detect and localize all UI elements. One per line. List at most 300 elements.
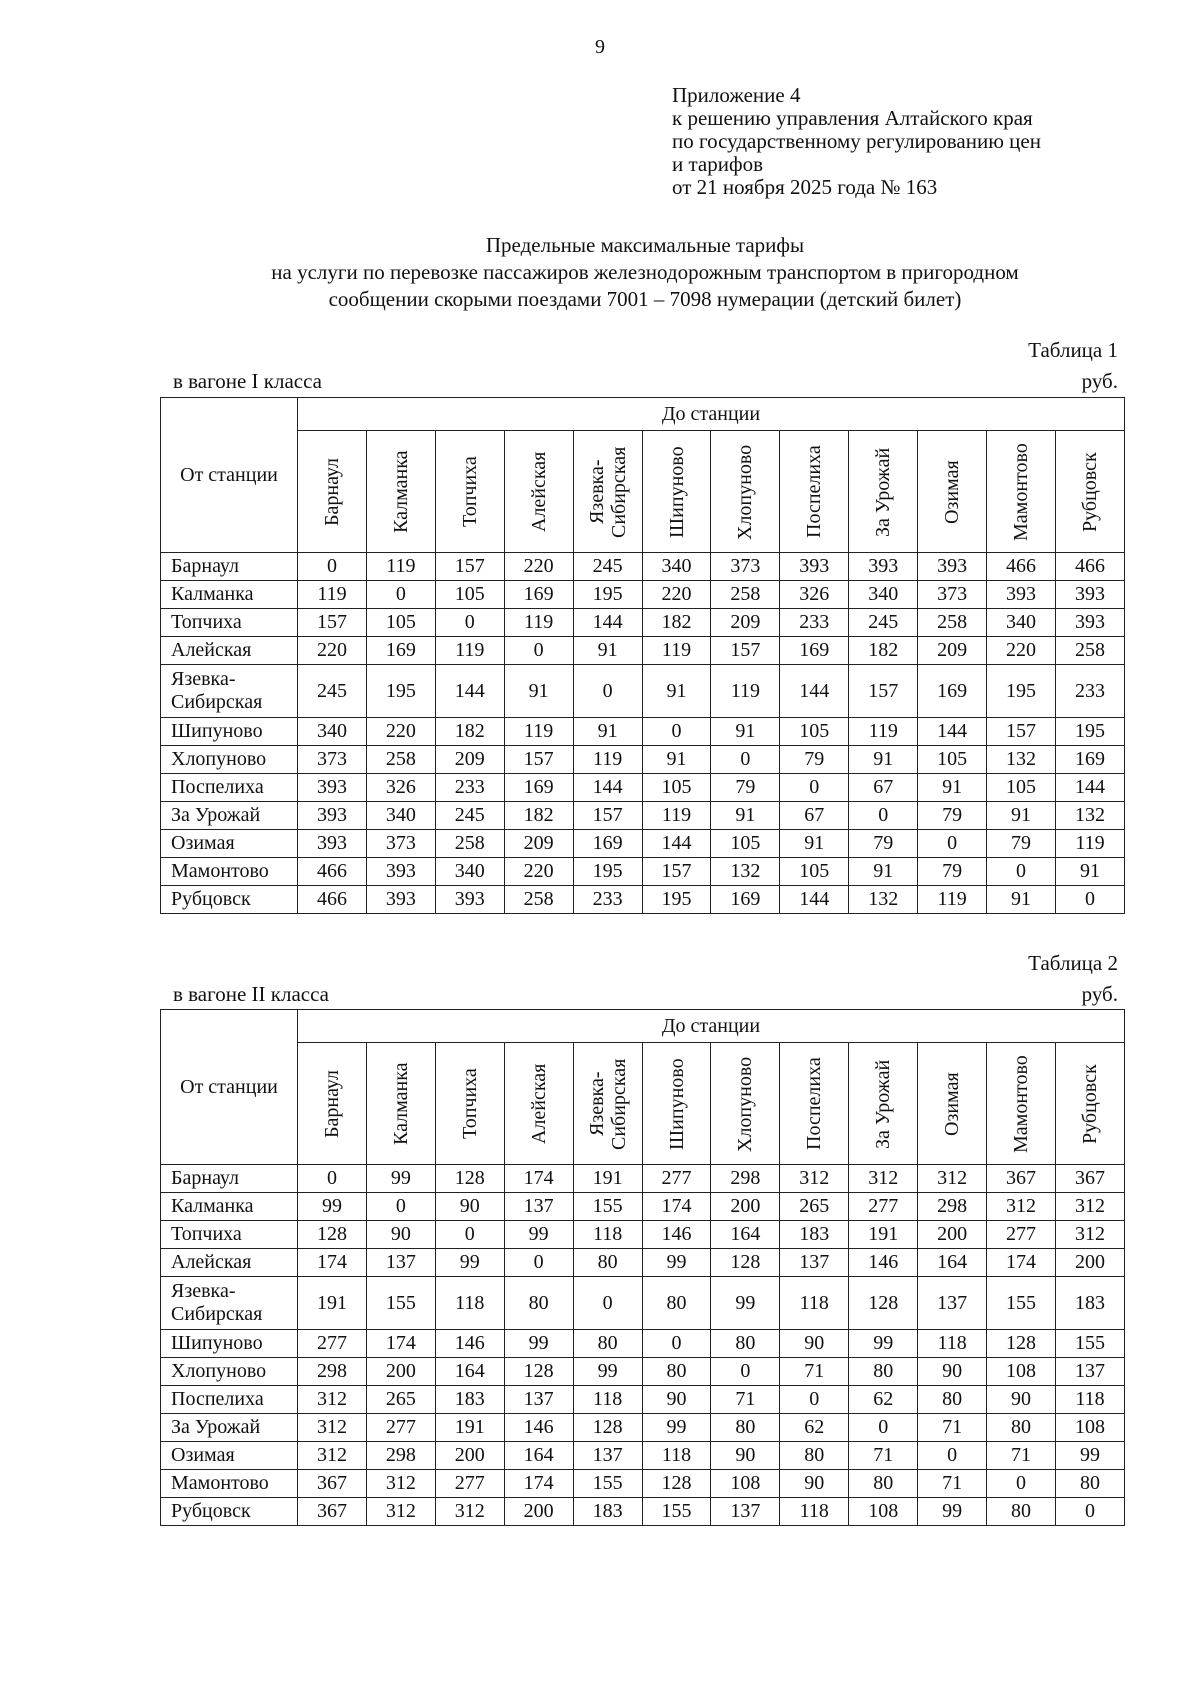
- fare-cell: 298: [918, 1193, 987, 1221]
- table-row: [161, 553, 1125, 581]
- fare-cell: 393: [435, 886, 504, 914]
- fare-cell: 128: [504, 1358, 573, 1386]
- fare-cell: 191: [435, 1414, 504, 1442]
- row-station-name: Алейская: [161, 1249, 298, 1277]
- fare-cell: 137: [918, 1277, 987, 1330]
- column-header: [987, 431, 1056, 553]
- fare-cell: 200: [366, 1358, 435, 1386]
- table-row: [161, 637, 1125, 665]
- fare-cell: 99: [642, 1414, 711, 1442]
- row-station-name: Мамонтово: [161, 858, 298, 886]
- column-header-label: Барнаул: [320, 457, 343, 526]
- fare-cell: 118: [642, 1442, 711, 1470]
- fare-cell: 128: [642, 1470, 711, 1498]
- fare-cell: 146: [504, 1414, 573, 1442]
- fare-cell: 80: [987, 1498, 1056, 1526]
- fare-cell: 393: [918, 553, 987, 581]
- fare-cell: 144: [1055, 774, 1124, 802]
- row-station-name: Мамонтово: [161, 1470, 298, 1498]
- fare-cell: 155: [366, 1277, 435, 1330]
- column-header: [918, 431, 987, 553]
- fare-cell: 105: [918, 746, 987, 774]
- fare-cell: 191: [849, 1221, 918, 1249]
- fare-cell: 393: [1055, 581, 1124, 609]
- fare-cell: 258: [918, 609, 987, 637]
- fare-cell: 169: [504, 774, 573, 802]
- fare-cell: 62: [780, 1414, 849, 1442]
- fare-cell: 367: [987, 1165, 1056, 1193]
- column-header-label: За Урожай: [872, 1058, 895, 1149]
- fare-cell: 91: [987, 802, 1056, 830]
- from-station-header: От станции: [161, 1010, 298, 1165]
- fare-cell: 118: [918, 1330, 987, 1358]
- fare-cell: 128: [573, 1414, 642, 1442]
- fare-cell: 393: [366, 858, 435, 886]
- fare-cell: 367: [1055, 1165, 1124, 1193]
- fare-cell: 91: [504, 665, 573, 718]
- fare-cell: 155: [987, 1277, 1056, 1330]
- table-row: [161, 1165, 1125, 1193]
- column-header-label: Поспелиха: [803, 1057, 826, 1150]
- fare-cell: 91: [573, 718, 642, 746]
- fare-cell: 99: [849, 1330, 918, 1358]
- row-station-name: За Урожай: [161, 1414, 298, 1442]
- fare-cell: 312: [849, 1165, 918, 1193]
- fare-cell: 393: [298, 802, 367, 830]
- fare-cell: 258: [435, 830, 504, 858]
- fare-cell: 169: [504, 581, 573, 609]
- table-row: [161, 581, 1125, 609]
- fare-cell: 466: [987, 553, 1056, 581]
- fare-cell: 195: [987, 665, 1056, 718]
- fare-cell: 182: [435, 718, 504, 746]
- fare-cell: 144: [573, 774, 642, 802]
- fare-cell: 245: [435, 802, 504, 830]
- column-header-label: Рубцовск: [1078, 451, 1101, 532]
- fare-cell: 373: [918, 581, 987, 609]
- fare-cell: 312: [1055, 1221, 1124, 1249]
- fare-cell: 79: [849, 830, 918, 858]
- row-station-name: Озимая: [161, 830, 298, 858]
- column-header-label: За Урожай: [872, 446, 895, 537]
- fare-cell: 298: [711, 1165, 780, 1193]
- fare-cell: 393: [987, 581, 1056, 609]
- fare-cell: 183: [573, 1498, 642, 1526]
- fare-cell: 80: [573, 1330, 642, 1358]
- fare-cell: 174: [298, 1249, 367, 1277]
- fare-cell: 71: [918, 1470, 987, 1498]
- fare-cell: 118: [573, 1386, 642, 1414]
- fare-cell: 393: [780, 553, 849, 581]
- row-station-name: За Урожай: [161, 802, 298, 830]
- column-header: [642, 431, 711, 553]
- document-title: [140, 232, 1150, 313]
- fare-cell: 164: [711, 1221, 780, 1249]
- column-header: [573, 1043, 642, 1165]
- column-header: [504, 431, 573, 553]
- fare-cell: 128: [711, 1249, 780, 1277]
- fare-cell: 195: [366, 665, 435, 718]
- fare-cell: 132: [987, 746, 1056, 774]
- row-station-name: Рубцовск: [161, 1498, 298, 1526]
- fare-cell: 245: [298, 665, 367, 718]
- fare-cell: 91: [1055, 858, 1124, 886]
- row-station-name: Шипуново: [161, 718, 298, 746]
- table-row: [161, 665, 1125, 718]
- fare-cell: 90: [435, 1193, 504, 1221]
- fare-cell: 182: [504, 802, 573, 830]
- fare-cell: 157: [642, 858, 711, 886]
- fare-cell: 393: [298, 830, 367, 858]
- fare-cell: 91: [642, 746, 711, 774]
- fare-cell: 99: [1055, 1442, 1124, 1470]
- fare-cell: 90: [366, 1221, 435, 1249]
- fare-cell: 90: [987, 1386, 1056, 1414]
- table-row: [161, 802, 1125, 830]
- fare-cell: 233: [573, 886, 642, 914]
- fare-cell: 0: [298, 553, 367, 581]
- column-header-label: Алейская: [527, 451, 550, 532]
- fare-cell: 174: [366, 1330, 435, 1358]
- fare-cell: 108: [1055, 1414, 1124, 1442]
- fare-cell: 137: [1055, 1358, 1124, 1386]
- fare-cell: 367: [298, 1498, 367, 1526]
- fare-cell: 137: [711, 1498, 780, 1526]
- fare-cell: 164: [918, 1249, 987, 1277]
- fare-cell: 80: [642, 1358, 711, 1386]
- from-station-header: От станции: [161, 398, 298, 553]
- column-header: [642, 1043, 711, 1165]
- fare-cell: 183: [780, 1221, 849, 1249]
- column-header: [849, 431, 918, 553]
- fare-cell: 233: [1055, 665, 1124, 718]
- fare-cell: 220: [366, 718, 435, 746]
- fare-cell: 0: [504, 1249, 573, 1277]
- fare-cell: 105: [366, 609, 435, 637]
- fare-cell: 144: [918, 718, 987, 746]
- appendix-block: [672, 84, 1041, 199]
- fare-cell: 91: [711, 718, 780, 746]
- table-row: [161, 1330, 1125, 1358]
- fare-cell: 137: [504, 1386, 573, 1414]
- fare-cell: 67: [849, 774, 918, 802]
- fare-cell: 80: [780, 1442, 849, 1470]
- fare-cell: 312: [298, 1386, 367, 1414]
- column-header: [504, 1043, 573, 1165]
- row-station-name: Рубцовск: [161, 886, 298, 914]
- column-header: [849, 1043, 918, 1165]
- column-header-label: Мамонтово: [1010, 1054, 1033, 1153]
- fare-cell: 0: [366, 1193, 435, 1221]
- fare-cell: 105: [780, 718, 849, 746]
- row-station-name: Хлопуново: [161, 746, 298, 774]
- fare-cell: 91: [849, 858, 918, 886]
- fare-cell: 340: [642, 553, 711, 581]
- fare-cell: 62: [849, 1386, 918, 1414]
- column-header: [435, 431, 504, 553]
- fare-cell: 340: [849, 581, 918, 609]
- fare-cell: 0: [573, 1277, 642, 1330]
- fare-cell: 99: [298, 1193, 367, 1221]
- column-header: [711, 431, 780, 553]
- fare-cell: 174: [504, 1165, 573, 1193]
- fare-cell: 0: [573, 665, 642, 718]
- fare-cell: 80: [642, 1277, 711, 1330]
- fare-cell: 118: [573, 1221, 642, 1249]
- fare-cell: 79: [711, 774, 780, 802]
- fare-cell: 105: [780, 858, 849, 886]
- fare-cell: 132: [1055, 802, 1124, 830]
- table-row: [161, 1442, 1125, 1470]
- fare-cell: 367: [298, 1470, 367, 1498]
- column-header-label: Калманка: [389, 450, 412, 533]
- fare-cell: 312: [366, 1498, 435, 1526]
- fare-cell: 157: [504, 746, 573, 774]
- fare-cell: 191: [573, 1165, 642, 1193]
- fare-cell: 258: [711, 581, 780, 609]
- fare-cell: 132: [849, 886, 918, 914]
- fare-cell: 119: [435, 637, 504, 665]
- column-header-label: Калманка: [389, 1062, 412, 1145]
- column-header-label: Алейская: [527, 1063, 550, 1144]
- fare-cell: 0: [435, 1221, 504, 1249]
- fare-cell: 312: [918, 1165, 987, 1193]
- fare-cell: 128: [435, 1165, 504, 1193]
- fare-cell: 119: [918, 886, 987, 914]
- fare-cell: 340: [987, 609, 1056, 637]
- fare-cell: 0: [298, 1165, 367, 1193]
- row-station-name: Поспелиха: [161, 1386, 298, 1414]
- fare-cell: 169: [573, 830, 642, 858]
- column-header: [573, 431, 642, 553]
- fare-cell: 157: [711, 637, 780, 665]
- fare-cell: 220: [987, 637, 1056, 665]
- fare-cell: 373: [366, 830, 435, 858]
- fare-cell: 157: [573, 802, 642, 830]
- fare-cell: 91: [918, 774, 987, 802]
- fare-cell: 169: [918, 665, 987, 718]
- fare-table-class-1: [160, 397, 1125, 914]
- fare-cell: 0: [849, 802, 918, 830]
- column-header-label: Мамонтово: [1010, 442, 1033, 541]
- column-header-label: Шипуново: [665, 1057, 688, 1150]
- appendix-line: по государственному регулированию цен: [672, 129, 1041, 153]
- fare-cell: 373: [298, 746, 367, 774]
- fare-cell: 209: [435, 746, 504, 774]
- fare-cell: 265: [366, 1386, 435, 1414]
- table-row: [161, 746, 1125, 774]
- column-header-label: Поспелиха: [803, 445, 826, 538]
- column-header: [1055, 431, 1124, 553]
- fare-cell: 200: [711, 1193, 780, 1221]
- table-2-label: Таблица 2: [1028, 951, 1118, 975]
- column-header: [366, 1043, 435, 1165]
- row-station-name: Язевка- Сибирская: [161, 1277, 298, 1330]
- fare-cell: 466: [298, 858, 367, 886]
- fare-cell: 91: [642, 665, 711, 718]
- fare-cell: 277: [366, 1414, 435, 1442]
- fare-cell: 119: [642, 802, 711, 830]
- fare-cell: 340: [366, 802, 435, 830]
- fare-cell: 105: [987, 774, 1056, 802]
- fare-cell: 80: [504, 1277, 573, 1330]
- fare-cell: 91: [711, 802, 780, 830]
- fare-cell: 91: [849, 746, 918, 774]
- to-station-header: До станции: [298, 398, 1125, 431]
- fare-cell: 137: [573, 1442, 642, 1470]
- fare-cell: 209: [504, 830, 573, 858]
- fare-cell: 277: [987, 1221, 1056, 1249]
- fare-cell: 265: [780, 1193, 849, 1221]
- table-row: [161, 1221, 1125, 1249]
- fare-cell: 174: [987, 1249, 1056, 1277]
- fare-cell: 183: [1055, 1277, 1124, 1330]
- column-header: [298, 1043, 367, 1165]
- fare-cell: 119: [573, 746, 642, 774]
- fare-cell: 90: [918, 1358, 987, 1386]
- fare-cell: 146: [435, 1330, 504, 1358]
- column-header-label: Хлопуново: [734, 443, 757, 540]
- fare-cell: 80: [573, 1249, 642, 1277]
- row-station-name: Калманка: [161, 1193, 298, 1221]
- table-row: [161, 718, 1125, 746]
- fare-cell: 128: [298, 1221, 367, 1249]
- fare-cell: 0: [642, 1330, 711, 1358]
- appendix-line: и тарифов: [672, 152, 764, 176]
- row-station-name: Топчиха: [161, 609, 298, 637]
- fare-cell: 195: [573, 858, 642, 886]
- fare-cell: 233: [435, 774, 504, 802]
- fare-cell: 312: [366, 1470, 435, 1498]
- fare-cell: 132: [711, 858, 780, 886]
- table-row: [161, 1277, 1125, 1330]
- fare-cell: 146: [642, 1221, 711, 1249]
- fare-cell: 119: [366, 553, 435, 581]
- title-line: на услуги по перевозке пассажиров железнодорожным транспортом в пригородном: [271, 260, 1019, 284]
- fare-cell: 340: [435, 858, 504, 886]
- fare-cell: 393: [849, 553, 918, 581]
- fare-cell: 0: [435, 609, 504, 637]
- fare-cell: 169: [711, 886, 780, 914]
- table-row: [161, 1249, 1125, 1277]
- fare-cell: 118: [1055, 1386, 1124, 1414]
- fare-cell: 79: [780, 746, 849, 774]
- fare-cell: 105: [642, 774, 711, 802]
- fare-cell: 195: [642, 886, 711, 914]
- fare-cell: 155: [642, 1498, 711, 1526]
- fare-cell: 174: [504, 1470, 573, 1498]
- fare-cell: 312: [298, 1414, 367, 1442]
- fare-cell: 91: [780, 830, 849, 858]
- fare-cell: 99: [504, 1330, 573, 1358]
- fare-cell: 144: [573, 609, 642, 637]
- fare-cell: 99: [366, 1165, 435, 1193]
- fare-cell: 108: [987, 1358, 1056, 1386]
- fare-cell: 90: [780, 1330, 849, 1358]
- fare-cell: 67: [780, 802, 849, 830]
- column-header-label: Язевка- Сибирская: [585, 1057, 630, 1150]
- fare-cell: 144: [435, 665, 504, 718]
- column-header-label: Топчиха: [458, 1068, 481, 1139]
- fare-cell: 340: [298, 718, 367, 746]
- fare-cell: 298: [366, 1442, 435, 1470]
- fare-cell: 258: [366, 746, 435, 774]
- table-1-unit: руб.: [1081, 369, 1118, 393]
- column-header-label: Рубцовск: [1078, 1063, 1101, 1144]
- fare-cell: 195: [1055, 718, 1124, 746]
- fare-cell: 157: [987, 718, 1056, 746]
- fare-cell: 169: [366, 637, 435, 665]
- fare-cell: 90: [711, 1442, 780, 1470]
- fare-cell: 155: [573, 1470, 642, 1498]
- column-header-label: Озимая: [941, 459, 964, 524]
- fare-cell: 80: [849, 1358, 918, 1386]
- to-station-header: До станции: [298, 1010, 1125, 1043]
- fare-cell: 195: [573, 581, 642, 609]
- fare-cell: 90: [642, 1386, 711, 1414]
- fare-cell: 0: [918, 1442, 987, 1470]
- fare-cell: 128: [849, 1277, 918, 1330]
- fare-cell: 118: [780, 1277, 849, 1330]
- fare-cell: 80: [711, 1414, 780, 1442]
- fare-cell: 119: [849, 718, 918, 746]
- fare-cell: 118: [435, 1277, 504, 1330]
- fare-cell: 200: [435, 1442, 504, 1470]
- fare-cell: 466: [1055, 553, 1124, 581]
- fare-cell: 137: [504, 1193, 573, 1221]
- fare-cell: 91: [987, 886, 1056, 914]
- row-station-name: Калманка: [161, 581, 298, 609]
- row-station-name: Топчиха: [161, 1221, 298, 1249]
- column-header: [780, 1043, 849, 1165]
- fare-cell: 220: [504, 553, 573, 581]
- fare-cell: 466: [298, 886, 367, 914]
- column-header: [298, 431, 367, 553]
- fare-cell: 0: [711, 746, 780, 774]
- column-header-label: Хлопуново: [734, 1055, 757, 1152]
- fare-cell: 245: [573, 553, 642, 581]
- fare-cell: 312: [1055, 1193, 1124, 1221]
- table-row: [161, 1498, 1125, 1526]
- fare-cell: 182: [642, 609, 711, 637]
- fare-cell: 164: [435, 1358, 504, 1386]
- column-header-label: Шипуново: [665, 445, 688, 538]
- fare-cell: 200: [918, 1221, 987, 1249]
- fare-cell: 71: [780, 1358, 849, 1386]
- fare-cell: 99: [435, 1249, 504, 1277]
- fare-cell: 91: [573, 637, 642, 665]
- fare-cell: 71: [918, 1414, 987, 1442]
- fare-cell: 326: [366, 774, 435, 802]
- fare-cell: 146: [849, 1249, 918, 1277]
- column-header: [987, 1043, 1056, 1165]
- fare-cell: 157: [298, 609, 367, 637]
- table-row: [161, 886, 1125, 914]
- fare-cell: 71: [711, 1386, 780, 1414]
- fare-cell: 0: [987, 1470, 1056, 1498]
- fare-cell: 191: [298, 1277, 367, 1330]
- table-1-label: Таблица 1: [1028, 338, 1118, 362]
- fare-cell: 71: [849, 1442, 918, 1470]
- fare-cell: 277: [849, 1193, 918, 1221]
- fare-cell: 80: [711, 1330, 780, 1358]
- column-header: [780, 431, 849, 553]
- table-row: [161, 1470, 1125, 1498]
- row-station-name: Шипуново: [161, 1330, 298, 1358]
- fare-cell: 99: [711, 1277, 780, 1330]
- appendix-line: от 21 ноября 2025 года № 163: [672, 175, 938, 199]
- fare-cell: 0: [918, 830, 987, 858]
